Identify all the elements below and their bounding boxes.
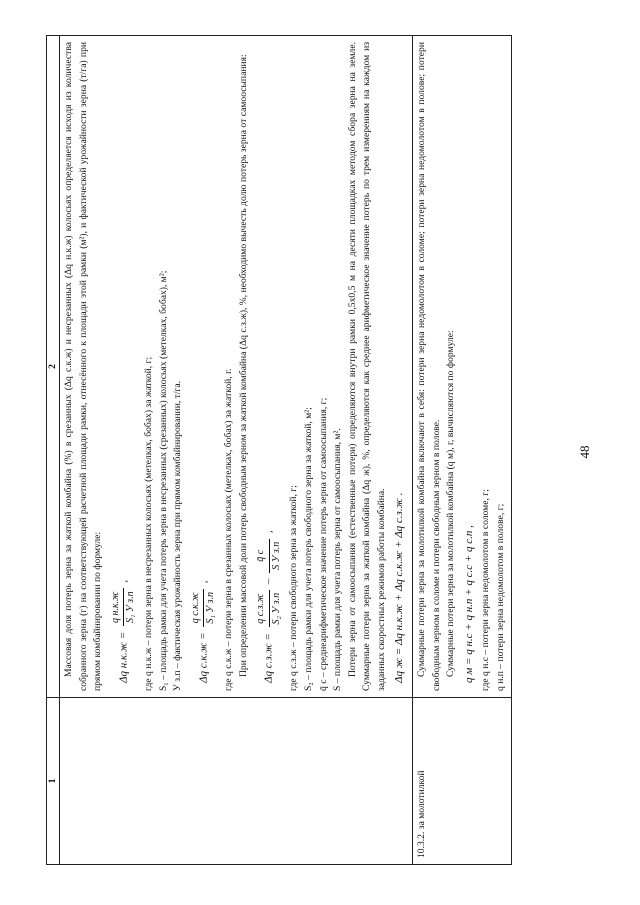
header-row bbox=[47, 36, 60, 865]
where-qskzh: где q с.к.ж – потери зерна в срезанных колосьях (метелках, бобах) за жаткой, г. bbox=[222, 368, 234, 691]
table-row-thresher-losses bbox=[413, 36, 512, 865]
formula-1-fraction bbox=[109, 588, 139, 626]
formula-3-numerator-2: q̄ с bbox=[254, 539, 270, 573]
header-col-2: 2 bbox=[47, 36, 60, 698]
thresher-formula-intro: Суммарные потери зерна за молотилкой комбайна (q м), г, вычисляются по формуле: bbox=[445, 330, 457, 677]
header-col-1: 1 bbox=[47, 698, 60, 865]
where-qnkzh: где q н.к.ж – потери зерна в несрезанных колосьях (метелках, бобах) за жаткой, г; bbox=[142, 356, 154, 691]
formula-1-denominator: S₁ У з.п bbox=[125, 591, 137, 624]
formula-3-numerator-1: q с.з.ж bbox=[254, 590, 270, 628]
formula-3-fraction-2 bbox=[254, 539, 284, 573]
formula-1-numerator: q н.к.ж bbox=[109, 588, 125, 626]
rotated-page-content bbox=[46, 35, 511, 865]
formula-2-lhs: Δq с.к.ж = bbox=[197, 632, 210, 683]
formula-1-tail: , bbox=[117, 579, 130, 583]
formula-3-denominator-2: S У з.п bbox=[270, 541, 282, 570]
formula-2-numerator: q с.к.ж bbox=[189, 589, 205, 627]
thresher-sum-paragraph: Суммарные потери зерна за молотилкой комбайна включают в себя: потери зерна недомолотом в соломе; потери зерна недомолотом в половe; потери свободным зерном в соломе и потери свободным зерном в половe. bbox=[416, 42, 442, 691]
formula-1-lhs: Δq н.к.ж = bbox=[117, 631, 130, 683]
formula-2-denominator: S₁ У з.п bbox=[205, 592, 217, 624]
intro-paragraph: Массовая доля потерь зерна за жаткой комбайна (%) в срезанных (Δq с.к.ж) и несрезанных (Δq н.к.ж) колосьях определяется исходя из количества собранного зерна (г) на соответствующей расчетной площади рамки, отнесённого к площади этой рамки (м²), и фактической урожайности зерна (т/га) при прямом комбайнировании по формуле: bbox=[63, 42, 104, 691]
row1-label-cell bbox=[60, 698, 413, 865]
where-qnp: q н.п – потери зерна недомолотом в половe, г; bbox=[495, 503, 507, 691]
formula-2 bbox=[189, 42, 219, 683]
formula-3-lhs: Δq с.з.ж = bbox=[262, 633, 275, 683]
page-number: 48 bbox=[577, 445, 592, 459]
formula-3 bbox=[254, 42, 284, 683]
formula-3-tail: , bbox=[262, 530, 275, 533]
formula-5: q м = q н.с + q н.п + q с.с + q с.п , bbox=[462, 525, 475, 683]
where-qszh: где q с.з.ж – потери свободного зерна за жаткой, г; bbox=[288, 485, 300, 691]
table-row-header-losses bbox=[60, 36, 413, 865]
formula-2-tail: , bbox=[197, 580, 210, 584]
where-s: S – площадь рамки для учета потерь зерна от самоосыпания, м². bbox=[332, 428, 344, 691]
self-shedding-paragraph: Потери зерна от самоосыпания (естественные потери) определяются внутри рамки 0,5х0,5 м на десяти площадках методом сбора зерна на земле. Суммарные потери зерна за жаткой комбайна (Δq ж), %, определяются как среднее арифметическое значение потерь по трем измерениям на каждом из заданных скоростных режимов работы комбайна. bbox=[346, 42, 387, 691]
formula-2-fraction bbox=[189, 589, 219, 627]
row1-content-cell bbox=[60, 36, 413, 698]
where-s2: S₂ – площадь рамки для учета потерь свободного зерна за жаткой, м²; bbox=[302, 407, 314, 691]
where-qnc: где q н.с – потери зерна недомолотом в соломе, г; bbox=[480, 489, 492, 691]
formula-3-minus: – bbox=[262, 578, 275, 585]
free-grain-paragraph: При определении массовой доли потерь свободным зерном за жаткой комбайна (Δq с.з.ж), %, необходимо вычесть долю потерь зерна от самоосыпания: bbox=[237, 54, 249, 677]
methodology-table bbox=[46, 35, 512, 865]
row2-label-cell: 10.3.2. за молотилкой bbox=[413, 698, 512, 865]
formula-3-denominator-1: S₂ У з.п bbox=[270, 592, 282, 625]
where-qc: q̄ с – среднеарифметическое значение потерь зерна от самоосыпания, г; bbox=[317, 397, 329, 691]
formula-4: Δq ж = Δq н.к.ж + Δq с.к.ж + Δq с.з.ж . bbox=[393, 492, 406, 683]
formula-3-fraction-1 bbox=[254, 590, 284, 628]
row2-content-cell bbox=[413, 36, 512, 698]
formula-1 bbox=[109, 42, 139, 683]
where-uzp: У з.п – фактическая урожайность зерна при прямом комбайнировании, т/га. bbox=[172, 380, 184, 691]
where-s1: S₁ – площадь рамки для учета потерь зерна в несрезанных (срезанных) колосьях (метелках, бобах), м²; bbox=[157, 270, 169, 691]
